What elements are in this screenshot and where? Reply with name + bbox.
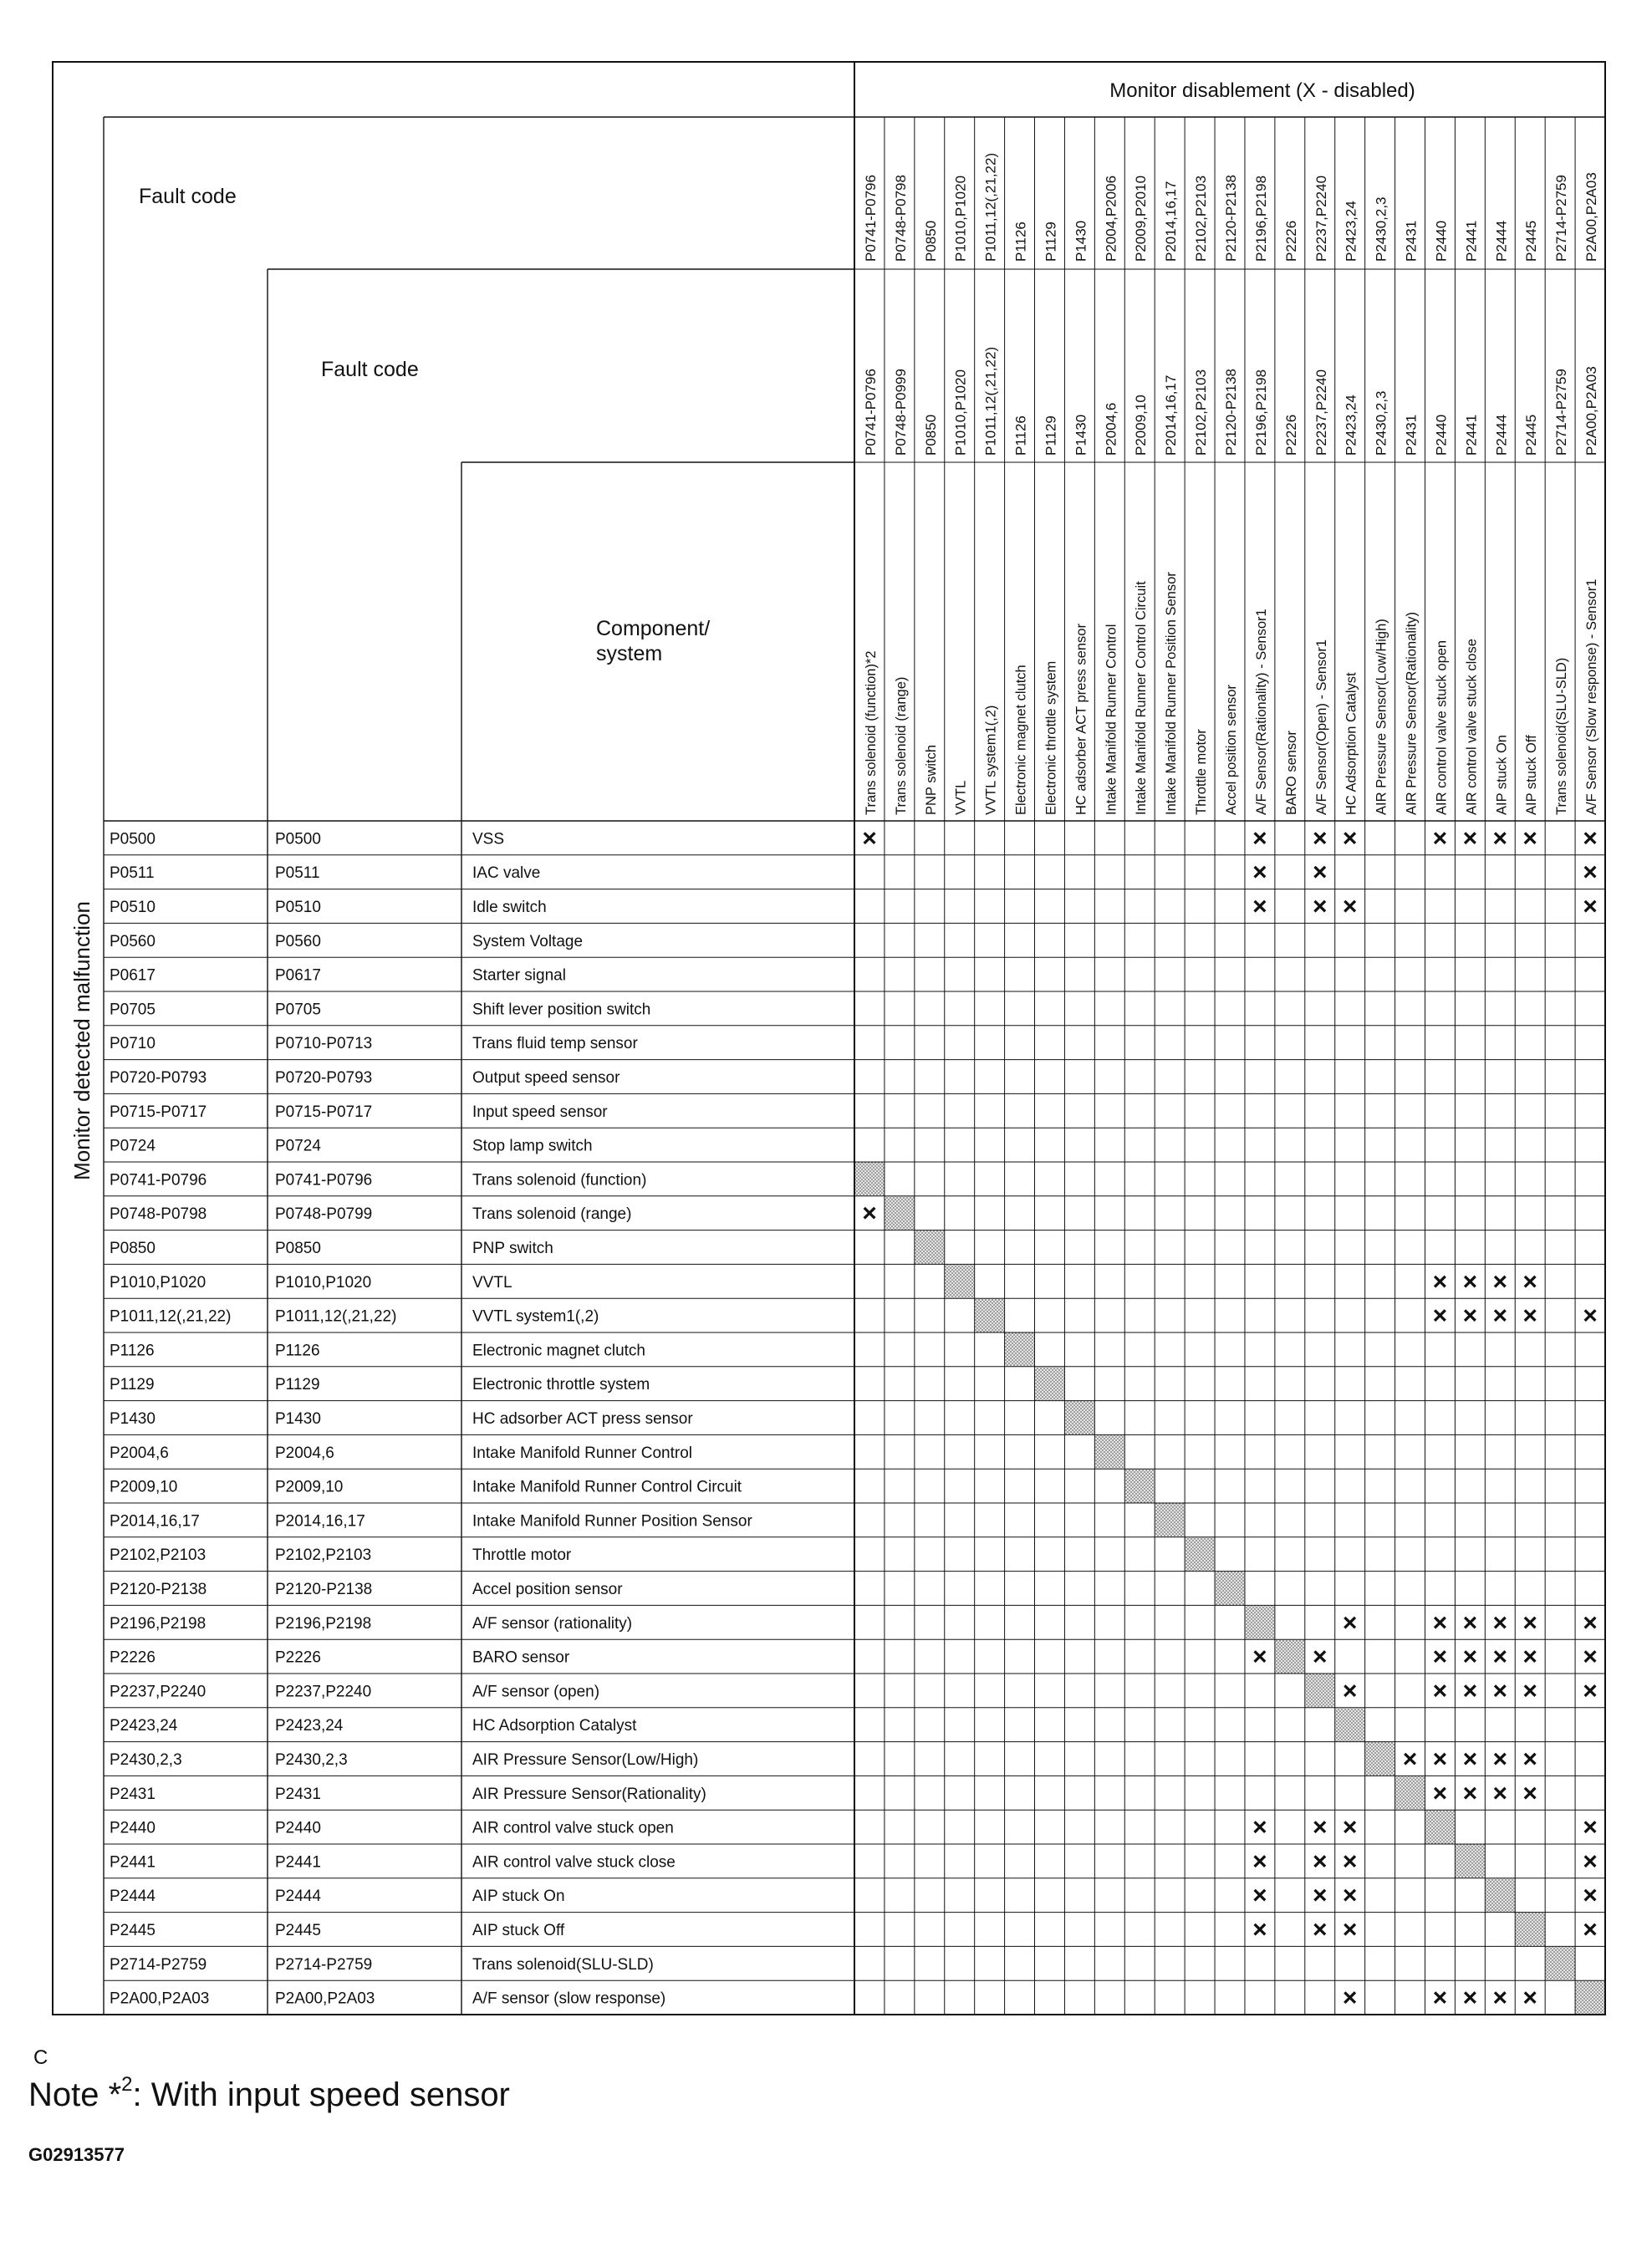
column-code-2: P1129 [1043, 415, 1059, 456]
column-code-2: P2196,P2198 [1252, 369, 1269, 456]
column-code-1: P0850 [922, 220, 939, 262]
column-code-2: P2A00,P2A03 [1583, 366, 1600, 456]
disabled-mark: × [1462, 1745, 1478, 1773]
shaded-cell [1005, 1333, 1034, 1367]
column-component: AIP stuck Off [1524, 735, 1540, 815]
column-component: AIR control valve stuck open [1434, 639, 1450, 815]
row-component: Intake Manifold Runner Control Circuit [472, 1478, 742, 1496]
disabled-mark: × [1312, 893, 1328, 920]
disabled-mark: × [1583, 1302, 1598, 1330]
disabled-mark: × [1522, 1745, 1537, 1773]
shaded-cell [1365, 1742, 1395, 1776]
row-code-2: P1011,12(,21,22) [275, 1307, 397, 1326]
disabled-mark: × [1492, 1302, 1508, 1330]
row-code-1: P0617 [110, 966, 156, 985]
row-code-2: P2423,24 [275, 1717, 344, 1735]
shaded-cell [975, 1299, 1004, 1332]
row-code-2: P0710-P0713 [275, 1035, 373, 1053]
disabled-mark: × [862, 824, 877, 853]
shaded-cell [915, 1230, 944, 1264]
disabled-mark: × [1432, 1779, 1448, 1807]
row-component: AIR control valve stuck open [472, 1819, 674, 1837]
row-code-2: P2431 [275, 1785, 321, 1803]
shaded-cell [1216, 1572, 1245, 1605]
disabled-mark: × [1342, 1677, 1358, 1705]
row-code-2: P2237,P2240 [275, 1683, 372, 1701]
monitor-title: Monitor disablement (X - disabled) [1109, 79, 1415, 102]
column-code-2: P2423,24 [1343, 395, 1359, 456]
column-code-1: P2714-P2759 [1553, 175, 1570, 262]
row-component: A/F sensor (open) [472, 1683, 600, 1701]
row-component: System Voltage [472, 932, 584, 950]
row-component: AIP stuck Off [472, 1922, 565, 1939]
column-component: Intake Manifold Runner Position Sensor [1164, 572, 1180, 815]
row-code-1: P1430 [110, 1410, 156, 1428]
disabled-mark: × [1583, 859, 1598, 887]
shaded-cell [1395, 1776, 1425, 1810]
component-label: system [596, 642, 663, 665]
column-code-1: P1129 [1043, 222, 1059, 262]
shaded-cell [945, 1265, 974, 1298]
column-component: Intake Manifold Runner Control Circuit [1134, 581, 1150, 815]
column-code-2: P2102,P2103 [1193, 369, 1210, 456]
column-code-1: P0741-P0796 [862, 175, 879, 262]
disabled-mark: × [1462, 1267, 1478, 1296]
row-component: AIP stuck On [472, 1888, 565, 1906]
row-component: PNP switch [472, 1240, 553, 1257]
column-code-1: P0748-P0798 [892, 175, 909, 262]
column-component: VVTL [953, 780, 969, 815]
row-code-2: P0715-P0717 [275, 1103, 373, 1121]
disabled-mark: × [1342, 1813, 1358, 1842]
shaded-cell [1546, 1947, 1575, 1980]
disabled-mark: × [1522, 1267, 1537, 1296]
row-code-1: P2009,10 [110, 1478, 178, 1496]
shaded-cell [1275, 1640, 1304, 1674]
disabled-mark: × [1492, 1677, 1508, 1705]
column-code-1: P2440 [1433, 220, 1450, 262]
disabled-mark: × [1432, 1677, 1448, 1705]
column-component: Trans solenoid(SLU-SLD) [1554, 657, 1570, 815]
column-code-1: P2226 [1282, 220, 1299, 262]
row-code-1: P2444 [110, 1888, 156, 1906]
column-component: Throttle motor [1194, 729, 1210, 815]
disabled-mark: × [1432, 1643, 1448, 1671]
row-code-2: P0724 [275, 1137, 321, 1155]
column-code-2: P2120-P2138 [1223, 369, 1239, 456]
disabled-mark: × [1583, 824, 1598, 853]
row-component: AIR control valve stuck close [472, 1853, 676, 1872]
row-code-1: P0720-P0793 [110, 1069, 207, 1087]
disabled-mark: × [1583, 1813, 1598, 1842]
row-component: AIR Pressure Sensor(Low/High) [472, 1751, 699, 1769]
column-code-2: P2430,2,3 [1373, 390, 1389, 456]
column-code-1: P2009,P2010 [1133, 175, 1150, 262]
fault-code-label-1: Fault code [139, 185, 237, 208]
disabled-mark: × [1522, 1677, 1537, 1705]
column-code-2: P2441 [1463, 414, 1480, 456]
figure-id: G02913577 [28, 2144, 125, 2165]
row-code-2: P2430,2,3 [275, 1751, 348, 1769]
row-component: Electronic throttle system [472, 1376, 650, 1394]
column-component: AIR Pressure Sensor(Rationality) [1404, 611, 1420, 815]
column-code-2: P2445 [1523, 414, 1540, 456]
column-component: Electronic throttle system [1043, 660, 1059, 815]
row-code-1: P0724 [110, 1137, 156, 1155]
column-component: Electronic magnet clutch [1013, 665, 1029, 815]
shaded-cell [1425, 1811, 1455, 1844]
row-code-2: P2A00,P2A03 [275, 1990, 375, 2008]
row-code-2: P1430 [275, 1410, 321, 1428]
column-code-2: P2014,16,17 [1163, 374, 1180, 456]
column-component: BARO sensor [1283, 731, 1299, 815]
row-code-1: P0741-P0796 [110, 1171, 207, 1190]
row-code-1: P0510 [110, 899, 156, 916]
row-component: HC Adsorption Catalyst [472, 1717, 637, 1735]
row-code-2: P1126 [275, 1342, 320, 1360]
column-component: Intake Manifold Runner Control [1104, 624, 1119, 815]
column-code-2: P2431 [1403, 414, 1420, 456]
row-component: Trans solenoid(SLU-SLD) [472, 1955, 654, 1974]
column-code-1: P2431 [1403, 220, 1420, 262]
row-code-1: P2431 [110, 1785, 156, 1803]
row-code-2: P0850 [275, 1240, 321, 1257]
footnote-prefix: Note * [28, 2076, 122, 2113]
column-code-1: P2445 [1523, 220, 1540, 262]
side-label: Monitor detected malfunction [69, 901, 94, 1180]
disabled-mark: × [1432, 1302, 1448, 1330]
shaded-cell [1245, 1606, 1274, 1639]
column-code-2: P1126 [1012, 415, 1029, 456]
row-code-2: P0560 [275, 932, 321, 950]
row-code-2: P2226 [275, 1648, 321, 1667]
column-code-2: P1010,P1020 [952, 369, 969, 456]
row-code-1: P1126 [110, 1342, 155, 1360]
disabled-mark: × [1252, 1643, 1267, 1671]
row-component: Electronic magnet clutch [472, 1342, 645, 1360]
row-component: Stop lamp switch [472, 1137, 593, 1155]
row-code-1: P1129 [110, 1376, 155, 1394]
disabled-mark: × [1432, 1267, 1448, 1296]
row-component: Input speed sensor [472, 1103, 608, 1121]
row-code-1: P0500 [110, 830, 156, 848]
column-code-2: P2226 [1282, 414, 1299, 456]
disabled-mark: × [1312, 1813, 1328, 1842]
disabled-mark: × [1432, 1608, 1448, 1637]
disabled-mark: × [1312, 1882, 1328, 1910]
shaded-cell [1576, 1981, 1605, 2015]
row-component: Intake Manifold Runner Control [472, 1444, 692, 1462]
footnote-text: : With input speed sensor [132, 2076, 510, 2113]
column-code-1: P2120-P2138 [1223, 175, 1239, 262]
row-code-2: P1010,P1020 [275, 1273, 372, 1292]
column-code-1: P2004,P2006 [1103, 175, 1119, 262]
row-code-2: P0510 [275, 899, 321, 916]
disabled-mark: × [1522, 1302, 1537, 1330]
row-code-2: P2014,16,17 [275, 1512, 365, 1531]
disabled-mark: × [1252, 1882, 1267, 1910]
row-code-1: P0705 [110, 1001, 156, 1019]
disabled-mark: × [1492, 1745, 1508, 1773]
column-code-1: P2A00,P2A03 [1583, 172, 1600, 262]
column-component: Trans solenoid (function)*2 [863, 650, 879, 815]
row-code-2: P0617 [275, 966, 321, 985]
row-code-2: P2445 [275, 1922, 321, 1939]
row-code-2: P2714-P2759 [275, 1955, 373, 1974]
row-code-1: P0511 [110, 864, 155, 883]
column-code-1: P2014,16,17 [1163, 181, 1180, 262]
row-code-2: P2102,P2103 [275, 1546, 372, 1565]
row-component: Idle switch [472, 899, 547, 916]
column-component: Accel position sensor [1224, 685, 1239, 815]
disabled-mark: × [1462, 1677, 1478, 1705]
disabled-mark: × [1432, 824, 1448, 853]
row-code-1: P2226 [110, 1648, 156, 1667]
row-component: Trans solenoid (function) [472, 1171, 647, 1190]
row-code-1: P0715-P0717 [110, 1103, 207, 1121]
row-code-1: P2423,24 [110, 1717, 178, 1735]
disabled-mark: × [1252, 859, 1267, 887]
column-component: A/F Sensor(Open) - Sensor1 [1313, 639, 1329, 815]
disabled-mark: × [1462, 1779, 1478, 1807]
disabled-mark: × [1462, 824, 1478, 853]
disabled-mark: × [1522, 1608, 1537, 1637]
disabled-mark: × [1462, 1608, 1478, 1637]
row-code-2: P0511 [275, 864, 320, 883]
row-code-1: P0710 [110, 1035, 156, 1053]
row-code-2: P2004,6 [275, 1444, 334, 1462]
disabled-mark: × [1583, 1677, 1598, 1705]
disabled-mark: × [1342, 893, 1358, 920]
column-code-2: P2004,6 [1103, 402, 1119, 456]
footer-letter: C [33, 2046, 48, 2069]
row-component: VSS [472, 830, 505, 848]
column-component: AIR Pressure Sensor(Low/High) [1374, 619, 1389, 815]
disabled-mark: × [1522, 1984, 1537, 2012]
column-code-2: P0850 [922, 414, 939, 456]
row-code-1: P2237,P2240 [110, 1683, 206, 1701]
column-component: VVTL system1(,2) [983, 705, 999, 815]
shaded-cell [1516, 1913, 1545, 1946]
column-code-1: P2102,P2103 [1193, 175, 1210, 262]
row-code-1: P2102,P2103 [110, 1546, 206, 1565]
disabled-mark: × [1342, 1984, 1358, 2012]
disabled-mark: × [1583, 1847, 1598, 1876]
disabled-mark: × [1492, 1608, 1508, 1637]
component-label: Component/ [596, 617, 711, 640]
disabled-mark: × [1342, 1847, 1358, 1876]
column-code-2: P1430 [1073, 414, 1089, 456]
row-component: Starter signal [472, 966, 566, 985]
disabled-mark: × [1252, 1916, 1267, 1944]
column-code-2: P0748-P0999 [892, 369, 909, 456]
row-component: IAC valve [472, 864, 541, 883]
disabled-mark: × [1312, 1847, 1328, 1876]
disabled-mark: × [1522, 1643, 1537, 1671]
column-code-2: P2009,10 [1133, 395, 1150, 456]
disabled-mark: × [1522, 1779, 1537, 1807]
shaded-cell [1185, 1537, 1215, 1571]
disabled-mark: × [1583, 1643, 1598, 1671]
disabled-mark: × [1432, 1984, 1448, 2012]
shaded-cell [855, 1163, 885, 1196]
disabled-mark: × [1342, 1882, 1358, 1910]
footnote-superscript: 2 [121, 2073, 133, 2096]
disabled-mark: × [1342, 1916, 1358, 1944]
row-component: Throttle motor [472, 1546, 572, 1565]
row-code-1: P0850 [110, 1240, 156, 1257]
column-code-1: P2237,P2240 [1313, 175, 1329, 262]
disabled-mark: × [1492, 1984, 1508, 2012]
column-component: A/F Sensor (Slow response) - Sensor1 [1584, 578, 1600, 815]
row-component: HC adsorber ACT press sensor [472, 1410, 693, 1428]
row-code-2: P0748-P0799 [275, 1205, 373, 1224]
row-component: Shift lever position switch [472, 1001, 651, 1019]
row-component: Accel position sensor [472, 1581, 623, 1598]
disabled-mark: × [1252, 824, 1267, 853]
disabled-mark: × [1342, 1608, 1358, 1637]
row-code-1: P2004,6 [110, 1444, 169, 1462]
row-code-2: P2196,P2198 [275, 1614, 372, 1633]
disabled-mark: × [1312, 824, 1328, 853]
row-component: AIR Pressure Sensor(Rationality) [472, 1785, 706, 1803]
row-code-1: P2120-P2138 [110, 1581, 207, 1598]
row-code-1: P2445 [110, 1922, 156, 1939]
row-component: Intake Manifold Runner Position Sensor [472, 1512, 752, 1531]
shaded-cell [1035, 1367, 1064, 1400]
disabled-mark: × [1462, 1302, 1478, 1330]
row-component: A/F sensor (rationality) [472, 1614, 633, 1633]
row-component: VVTL [472, 1273, 512, 1292]
row-code-2: P0741-P0796 [275, 1171, 373, 1190]
row-code-2: P2009,10 [275, 1478, 344, 1496]
disabled-mark: × [1252, 893, 1267, 920]
disabled-mark: × [1312, 859, 1328, 887]
column-component: Trans solenoid (range) [893, 676, 909, 815]
row-code-1: P2A00,P2A03 [110, 1990, 210, 2008]
row-code-2: P0500 [275, 830, 321, 848]
disabled-mark: × [1583, 1882, 1598, 1910]
row-component: VVTL system1(,2) [472, 1307, 599, 1326]
disabled-mark: × [1342, 824, 1358, 853]
column-code-2: P2444 [1493, 414, 1510, 456]
column-component: AIR control valve stuck close [1464, 639, 1480, 815]
row-code-1: P1011,12(,21,22) [110, 1307, 232, 1326]
disabled-mark: × [1492, 1267, 1508, 1296]
row-code-1: P2714-P2759 [110, 1955, 207, 1974]
row-code-2: P2440 [275, 1819, 321, 1837]
row-code-1: P1010,P1020 [110, 1273, 206, 1292]
row-code-1: P0560 [110, 932, 156, 950]
shaded-cell [1095, 1435, 1124, 1469]
disabled-mark: × [1492, 824, 1508, 853]
column-component: A/F Sensor(Rationality) - Sensor1 [1253, 609, 1269, 815]
disabled-mark: × [1583, 1916, 1598, 1944]
column-code-1: P2441 [1463, 220, 1480, 262]
row-component: Trans fluid temp sensor [472, 1035, 638, 1053]
column-code-2: P1011,12(,21,22) [982, 346, 999, 456]
row-code-2: P0705 [275, 1001, 321, 1019]
shaded-cell [885, 1196, 914, 1230]
disabled-mark: × [1252, 1813, 1267, 1842]
column-component: HC Adsorption Catalyst [1344, 672, 1359, 815]
row-component: A/F sensor (slow response) [472, 1990, 666, 2008]
column-code-2: P0741-P0796 [862, 369, 879, 456]
column-code-2: P2237,P2240 [1313, 369, 1329, 456]
disabled-mark: × [1312, 1643, 1328, 1671]
shaded-cell [1456, 1845, 1485, 1878]
disabled-mark: × [1462, 1984, 1478, 2012]
shaded-cell [1155, 1504, 1185, 1537]
column-component: PNP switch [923, 744, 939, 815]
column-code-2: P2440 [1433, 414, 1450, 456]
disabled-mark: × [1312, 1916, 1328, 1944]
column-code-2: P2714-P2759 [1553, 369, 1570, 456]
disabled-mark: × [1462, 1643, 1478, 1671]
row-code-2: P1129 [275, 1376, 320, 1394]
row-code-2: P2441 [275, 1853, 321, 1872]
disabled-mark: × [1252, 1847, 1267, 1876]
column-code-1: P1430 [1073, 220, 1089, 262]
column-code-1: P1010,P1020 [952, 175, 969, 262]
disabled-mark: × [862, 1200, 877, 1228]
shaded-cell [1305, 1674, 1334, 1708]
column-code-1: P2430,2,3 [1373, 196, 1389, 262]
column-component: HC adsorber ACT press sensor [1073, 624, 1089, 815]
row-component: Trans solenoid (range) [472, 1205, 632, 1224]
row-code-2: P2444 [275, 1888, 321, 1906]
shaded-cell [1486, 1878, 1515, 1912]
shaded-cell [1335, 1708, 1364, 1741]
row-code-1: P2196,P2198 [110, 1614, 206, 1633]
row-component: Output speed sensor [472, 1069, 620, 1087]
disabled-mark: × [1432, 1745, 1448, 1773]
disabled-mark: × [1583, 1608, 1598, 1637]
column-code-1: P1126 [1012, 222, 1029, 262]
disabled-mark: × [1402, 1745, 1418, 1773]
column-code-1: P2196,P2198 [1252, 175, 1269, 262]
disabled-mark: × [1583, 893, 1598, 920]
disabled-mark: × [1492, 1779, 1508, 1807]
row-code-2: P0720-P0793 [275, 1069, 373, 1087]
disabled-mark: × [1492, 1643, 1508, 1671]
disabled-mark: × [1522, 824, 1537, 853]
footnote [28, 2073, 510, 2114]
column-code-1: P1011,12(,21,22) [982, 152, 999, 262]
row-code-1: P0748-P0798 [110, 1205, 207, 1224]
row-code-1: P2430,2,3 [110, 1751, 182, 1769]
row-code-1: P2440 [110, 1819, 156, 1837]
shaded-cell [1125, 1470, 1155, 1503]
row-component: BARO sensor [472, 1648, 570, 1667]
column-code-1: P2444 [1493, 220, 1510, 262]
row-code-1: P2014,16,17 [110, 1512, 200, 1531]
shaded-cell [1065, 1401, 1094, 1434]
row-code-2: P2120-P2138 [275, 1581, 373, 1598]
row-code-1: P2441 [110, 1853, 156, 1872]
column-code-1: P2423,24 [1343, 201, 1359, 262]
column-component: AIP stuck On [1494, 735, 1510, 815]
fault-code-label-2: Fault code [321, 358, 419, 381]
